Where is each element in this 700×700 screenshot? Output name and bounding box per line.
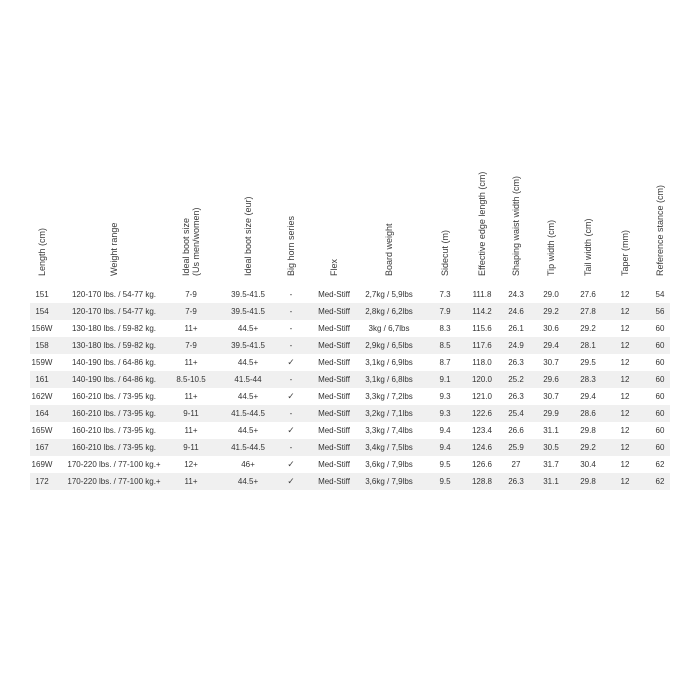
cell-bighorn: - bbox=[289, 443, 293, 452]
cell-board_weight: 3kg / 6,7lbs bbox=[368, 324, 410, 333]
cell-sidecut: 9.3 bbox=[439, 392, 451, 401]
cell-weight: 140-190 lbs. / 64-86 kg. bbox=[71, 358, 157, 367]
cell-edge: 115.6 bbox=[472, 324, 492, 333]
cell-stance: 60 bbox=[655, 324, 665, 333]
cell-boot_us: 12+ bbox=[184, 460, 198, 469]
cell-sidecut: 9.5 bbox=[439, 460, 451, 469]
table-row bbox=[30, 439, 670, 456]
check-icon: ✓ bbox=[287, 459, 295, 469]
cell-boot_eur: 44.5+ bbox=[237, 358, 259, 367]
cell-edge: 122.6 bbox=[471, 409, 493, 418]
cell-bighorn: - bbox=[289, 375, 293, 384]
table-row bbox=[30, 388, 670, 405]
cell-tip: 29.9 bbox=[543, 409, 559, 418]
check-icon: ✓ bbox=[287, 357, 295, 367]
cell-bighorn: - bbox=[289, 307, 293, 316]
column-header-label: Effective edge length (cm) bbox=[477, 171, 487, 276]
cell-boot_us: 11+ bbox=[184, 477, 198, 486]
cell-stance: 60 bbox=[655, 443, 665, 452]
cell-board_weight: 3,2kg / 7,1lbs bbox=[365, 409, 413, 418]
cell-weight: 160-210 lbs. / 73-95 kg. bbox=[71, 443, 157, 452]
cell-board_weight: 3,1kg / 6,9lbs bbox=[365, 358, 413, 367]
cell-tip: 31.1 bbox=[543, 477, 559, 486]
column-header-label: Ideal boot size (eur) bbox=[243, 196, 253, 276]
column-header-label: Tail width (cm) bbox=[583, 218, 593, 276]
cell-sidecut: 8.3 bbox=[439, 324, 451, 333]
cell-taper: 12 bbox=[620, 290, 630, 299]
cell-edge: 117.6 bbox=[472, 341, 492, 350]
cell-boot_eur: 41.5-44.5 bbox=[231, 443, 265, 452]
cell-boot_eur: 44.5+ bbox=[237, 324, 259, 333]
cell-waist: 27 bbox=[511, 460, 521, 469]
cell-waist: 26.3 bbox=[508, 358, 524, 367]
column-header-label: Length (cm) bbox=[37, 227, 47, 276]
cell-waist: 24.9 bbox=[508, 341, 524, 350]
check-icon: ✓ bbox=[287, 476, 295, 486]
table-row bbox=[30, 473, 670, 490]
cell-stance: 60 bbox=[655, 375, 665, 384]
cell-stance: 56 bbox=[655, 307, 665, 316]
cell-edge: 120.0 bbox=[471, 375, 493, 384]
cell-edge: 128.8 bbox=[471, 477, 493, 486]
cell-boot_us: 8.5-10.5 bbox=[176, 375, 206, 384]
cell-weight: 160-210 lbs. / 73-95 kg. bbox=[71, 426, 157, 435]
cell-bighorn: - bbox=[289, 341, 293, 350]
cell-tail: 28.3 bbox=[580, 375, 596, 384]
cell-taper: 12 bbox=[620, 341, 630, 350]
cell-taper: 12 bbox=[620, 426, 630, 435]
cell-sidecut: 7.3 bbox=[439, 290, 451, 299]
cell-boot_us: 11+ bbox=[184, 358, 198, 367]
column-header-label: Ideal boot size bbox=[181, 217, 191, 276]
cell-sidecut: 9.5 bbox=[439, 477, 451, 486]
cell-sidecut: 9.3 bbox=[439, 409, 451, 418]
cell-flex: Med-Stiff bbox=[318, 392, 350, 401]
cell-waist: 26.3 bbox=[508, 392, 524, 401]
cell-waist: 25.2 bbox=[508, 375, 524, 384]
cell-flex: Med-Stiff bbox=[318, 290, 350, 299]
cell-length: 164 bbox=[35, 409, 49, 418]
cell-flex: Med-Stiff bbox=[318, 341, 350, 350]
cell-edge: 124.6 bbox=[471, 443, 493, 452]
cell-tip: 30.6 bbox=[543, 324, 559, 333]
cell-weight: 120-170 lbs. / 54-77 kg. bbox=[71, 290, 157, 299]
cell-board_weight: 3,3kg / 7,4lbs bbox=[365, 426, 413, 435]
cell-flex: Med-Stiff bbox=[318, 324, 350, 333]
cell-boot_us: 7-9 bbox=[185, 307, 197, 316]
cell-board_weight: 3,6kg / 7,9lbs bbox=[365, 460, 413, 469]
column-header-label: Taper (mm) bbox=[620, 229, 630, 276]
cell-taper: 12 bbox=[620, 307, 630, 316]
cell-sidecut: 7.9 bbox=[439, 307, 451, 316]
cell-tail: 29.8 bbox=[580, 426, 596, 435]
cell-tip: 29.4 bbox=[543, 341, 559, 350]
cell-boot_eur: 39.5-41.5 bbox=[231, 290, 265, 299]
cell-boot_eur: 41.5-44 bbox=[234, 375, 262, 384]
cell-stance: 60 bbox=[655, 392, 665, 401]
cell-weight: 160-210 lbs. / 73-95 kg. bbox=[71, 409, 157, 418]
cell-edge: 111.8 bbox=[472, 290, 492, 299]
cell-tail: 29.2 bbox=[580, 324, 596, 333]
column-header-label: Sidecut (m) bbox=[440, 229, 450, 276]
cell-stance: 60 bbox=[655, 341, 665, 350]
cell-weight: 120-170 lbs. / 54-77 kg. bbox=[71, 307, 157, 316]
cell-edge: 123.4 bbox=[471, 426, 493, 435]
cell-flex: Med-Stiff bbox=[318, 443, 350, 452]
column-header-label: Board weight bbox=[384, 223, 394, 276]
cell-sidecut: 9.1 bbox=[439, 375, 451, 384]
table-row bbox=[30, 456, 670, 473]
cell-board_weight: 3,4kg / 7,5lbs bbox=[365, 443, 413, 452]
cell-board_weight: 2,9kg / 6,5lbs bbox=[365, 341, 413, 350]
cell-boot_us: 9-11 bbox=[183, 409, 199, 418]
cell-flex: Med-Stiff bbox=[318, 460, 350, 469]
cell-waist: 26.6 bbox=[508, 426, 524, 435]
cell-boot_us: 9-11 bbox=[183, 443, 199, 452]
cell-length: 172 bbox=[35, 477, 49, 486]
cell-length: 159W bbox=[31, 358, 53, 367]
cell-length: 158 bbox=[35, 341, 49, 350]
cell-edge: 121.0 bbox=[471, 392, 493, 401]
cell-boot_eur: 39.5-41.5 bbox=[231, 307, 265, 316]
table-row bbox=[30, 320, 670, 337]
cell-weight: 170-220 lbs. / 77-100 kg.+ bbox=[67, 477, 161, 486]
cell-weight: 160-210 lbs. / 73-95 kg. bbox=[71, 392, 157, 401]
cell-boot_eur: 44.5+ bbox=[237, 392, 259, 401]
cell-taper: 12 bbox=[620, 324, 630, 333]
column-header-label: Shaping waist width (cm) bbox=[511, 175, 521, 276]
cell-flex: Med-Stiff bbox=[318, 358, 350, 367]
cell-bighorn: - bbox=[289, 324, 293, 333]
cell-bighorn: - bbox=[289, 290, 293, 299]
cell-weight: 130-180 lbs. / 59-82 kg. bbox=[71, 324, 157, 333]
cell-board_weight: 3,1kg / 6,8lbs bbox=[365, 375, 413, 384]
column-header-label: Tip width (cm) bbox=[546, 219, 556, 276]
check-icon: ✓ bbox=[287, 425, 295, 435]
cell-flex: Med-Stiff bbox=[318, 375, 350, 384]
cell-boot_eur: 44.5+ bbox=[237, 426, 259, 435]
cell-waist: 26.1 bbox=[508, 324, 524, 333]
table-row bbox=[30, 286, 670, 303]
cell-stance: 54 bbox=[655, 290, 665, 299]
cell-tip: 31.1 bbox=[543, 426, 559, 435]
spec-table bbox=[30, 0, 670, 700]
cell-boot_us: 7-9 bbox=[185, 290, 197, 299]
column-header-label: Weight range bbox=[109, 222, 119, 276]
cell-sidecut: 8.5 bbox=[439, 341, 451, 350]
cell-taper: 12 bbox=[620, 409, 630, 418]
table-row bbox=[30, 371, 670, 388]
cell-weight: 140-190 lbs. / 64-86 kg. bbox=[71, 375, 157, 384]
cell-weight: 130-180 lbs. / 59-82 kg. bbox=[71, 341, 157, 350]
cell-stance: 60 bbox=[655, 358, 665, 367]
cell-tail: 29.4 bbox=[580, 392, 596, 401]
cell-tip: 29.2 bbox=[543, 307, 559, 316]
cell-waist: 24.3 bbox=[508, 290, 524, 299]
cell-board_weight: 3,6kg / 7,9lbs bbox=[365, 477, 413, 486]
cell-taper: 12 bbox=[620, 392, 630, 401]
cell-taper: 12 bbox=[620, 375, 630, 384]
table-row bbox=[30, 337, 670, 354]
cell-taper: 12 bbox=[620, 358, 630, 367]
cell-tip: 29.6 bbox=[543, 375, 559, 384]
cell-boot_eur: 46+ bbox=[241, 460, 255, 469]
cell-edge: 118.0 bbox=[472, 358, 492, 367]
column-header-label: (Us men/women) bbox=[191, 207, 201, 276]
cell-boot_us: 7-9 bbox=[185, 341, 197, 350]
cell-length: 154 bbox=[35, 307, 49, 316]
cell-waist: 24.6 bbox=[508, 307, 524, 316]
cell-flex: Med-Stiff bbox=[318, 409, 350, 418]
cell-waist: 25.4 bbox=[508, 409, 524, 418]
cell-length: 156W bbox=[31, 324, 53, 333]
cell-sidecut: 8.7 bbox=[439, 358, 451, 367]
cell-board_weight: 2,8kg / 6,2lbs bbox=[365, 307, 413, 316]
cell-tail: 28.1 bbox=[580, 341, 596, 350]
cell-edge: 126.6 bbox=[471, 460, 493, 469]
cell-length: 169W bbox=[31, 460, 53, 469]
cell-flex: Med-Stiff bbox=[318, 426, 350, 435]
cell-boot_eur: 41.5-44.5 bbox=[231, 409, 265, 418]
cell-tip: 30.7 bbox=[543, 358, 559, 367]
cell-boot_us: 11+ bbox=[184, 392, 198, 401]
cell-boot_eur: 44.5+ bbox=[237, 477, 259, 486]
cell-boot_us: 11+ bbox=[184, 426, 198, 435]
table-row bbox=[30, 354, 670, 371]
cell-boot_us: 11+ bbox=[184, 324, 198, 333]
cell-taper: 12 bbox=[620, 460, 630, 469]
column-header-label: Big horn series bbox=[286, 215, 296, 276]
cell-length: 162W bbox=[31, 392, 53, 401]
cell-taper: 12 bbox=[620, 443, 630, 452]
cell-tail: 28.6 bbox=[580, 409, 596, 418]
cell-stance: 62 bbox=[655, 477, 665, 486]
cell-tip: 30.7 bbox=[543, 392, 559, 401]
cell-tip: 31.7 bbox=[543, 460, 559, 469]
cell-sidecut: 9.4 bbox=[439, 443, 451, 452]
cell-boot_eur: 39.5-41.5 bbox=[231, 341, 265, 350]
cell-bighorn: - bbox=[289, 409, 293, 418]
check-icon: ✓ bbox=[287, 391, 295, 401]
cell-tail: 29.8 bbox=[580, 477, 596, 486]
cell-flex: Med-Stiff bbox=[318, 477, 350, 486]
cell-edge: 114.2 bbox=[472, 307, 492, 316]
column-header-label: Flex bbox=[329, 258, 339, 276]
table-row bbox=[30, 405, 670, 422]
cell-tail: 30.4 bbox=[580, 460, 596, 469]
cell-flex: Med-Stiff bbox=[318, 307, 350, 316]
cell-length: 165W bbox=[31, 426, 53, 435]
cell-stance: 60 bbox=[655, 409, 665, 418]
cell-waist: 26.3 bbox=[508, 477, 524, 486]
cell-taper: 12 bbox=[620, 477, 630, 486]
cell-weight: 170-220 lbs. / 77-100 kg.+ bbox=[67, 460, 161, 469]
cell-length: 151 bbox=[35, 290, 49, 299]
cell-length: 161 bbox=[35, 375, 49, 384]
cell-board_weight: 2,7kg / 5,9lbs bbox=[365, 290, 413, 299]
cell-tail: 27.8 bbox=[580, 307, 596, 316]
cell-sidecut: 9.4 bbox=[439, 426, 451, 435]
cell-tail: 29.5 bbox=[580, 358, 596, 367]
table-row bbox=[30, 422, 670, 439]
column-header-label: Reference stance (cm) bbox=[655, 184, 665, 276]
cell-tip: 29.0 bbox=[543, 290, 559, 299]
cell-stance: 60 bbox=[655, 426, 665, 435]
cell-stance: 62 bbox=[655, 460, 665, 469]
table-row bbox=[30, 303, 670, 320]
cell-tip: 30.5 bbox=[543, 443, 559, 452]
cell-tail: 29.2 bbox=[580, 443, 596, 452]
cell-length: 167 bbox=[35, 443, 49, 452]
cell-board_weight: 3,3kg / 7,2lbs bbox=[365, 392, 413, 401]
cell-tail: 27.6 bbox=[580, 290, 596, 299]
cell-waist: 25.9 bbox=[508, 443, 524, 452]
